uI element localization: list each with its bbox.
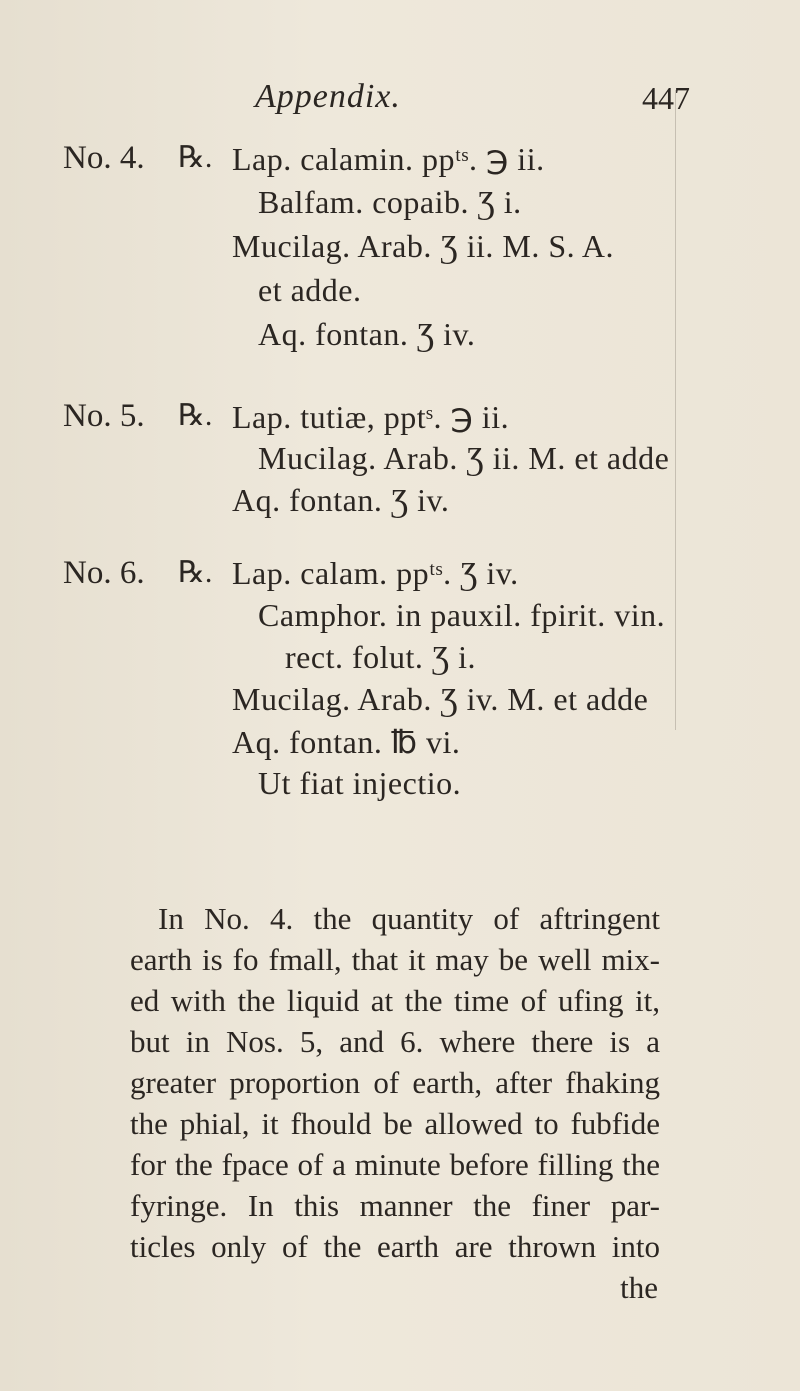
recipe-line: Ut fiat injectio.: [258, 765, 462, 801]
paragraph-line: ticles only of the earth are thrown into: [130, 1229, 660, 1264]
recipe-line: Camphor. in pauxil. fpirit. vin.: [258, 597, 666, 633]
recipe-number: No. 6.: [63, 555, 145, 591]
recipe-symbol: ℞.: [178, 399, 213, 432]
recipe-number: No. 4.: [63, 140, 145, 176]
recipe-line: Mucilag. Arab. Ʒ ii. M. et adde: [258, 440, 670, 476]
recipe-line: et adde.: [258, 272, 362, 308]
recipe-symbol: ℞.: [178, 556, 213, 589]
page-number: 447: [642, 80, 690, 116]
recipe-number: No. 5.: [63, 398, 145, 434]
body-paragraph: [130, 898, 660, 1308]
recipe-line: Lap. tutiæ, pptˢ. ℈ ii.: [232, 399, 510, 435]
paragraph-line: greater proportion of earth, after fhaking: [130, 1065, 660, 1100]
recipe-line: Balfam. copaib. Ʒ i.: [258, 184, 522, 220]
running-head: Appendix.: [255, 78, 401, 115]
recipe-line: Lap. calam. ppᵗˢ. Ʒ iv.: [232, 555, 519, 591]
paragraph-line: the phial, it fhould be allowed to fubfide: [130, 1106, 660, 1141]
recipe-line: Aq. fontan. Ʒ iv.: [232, 482, 450, 518]
paragraph-line: earth is fo fmall, that it may be well mix-: [130, 942, 660, 977]
recipe-line: Mucilag. Arab. Ʒ ii. M. S. A.: [232, 228, 614, 264]
recipe-line: Mucilag. Arab. Ʒ iv. M. et adde: [232, 681, 649, 717]
recipe-line: Lap. calamin. ppᵗˢ. ℈ ii.: [232, 141, 545, 177]
margin-bracket-mark: [655, 90, 676, 730]
recipe-line: rect. folut. Ʒ i.: [285, 639, 477, 675]
paragraph-line: fyringe. In this manner the finer par-: [130, 1188, 660, 1223]
paragraph-line: but in Nos. 5, and 6. where there is a: [130, 1024, 660, 1059]
page-header: [0, 78, 800, 128]
recipe-symbol: ℞.: [178, 141, 213, 174]
paragraph-line: ed with the liquid at the time of ufing it,: [130, 983, 660, 1018]
recipe-line: Aq. fontan. ℔ vi.: [232, 724, 461, 760]
recipe-line: Aq. fontan. Ʒ iv.: [258, 316, 476, 352]
paragraph-line: In No. 4. the quantity of aftringent: [158, 901, 660, 936]
catchword: the: [620, 1270, 658, 1305]
paragraph-line: for the fpace of a minute before filling the: [130, 1147, 660, 1182]
